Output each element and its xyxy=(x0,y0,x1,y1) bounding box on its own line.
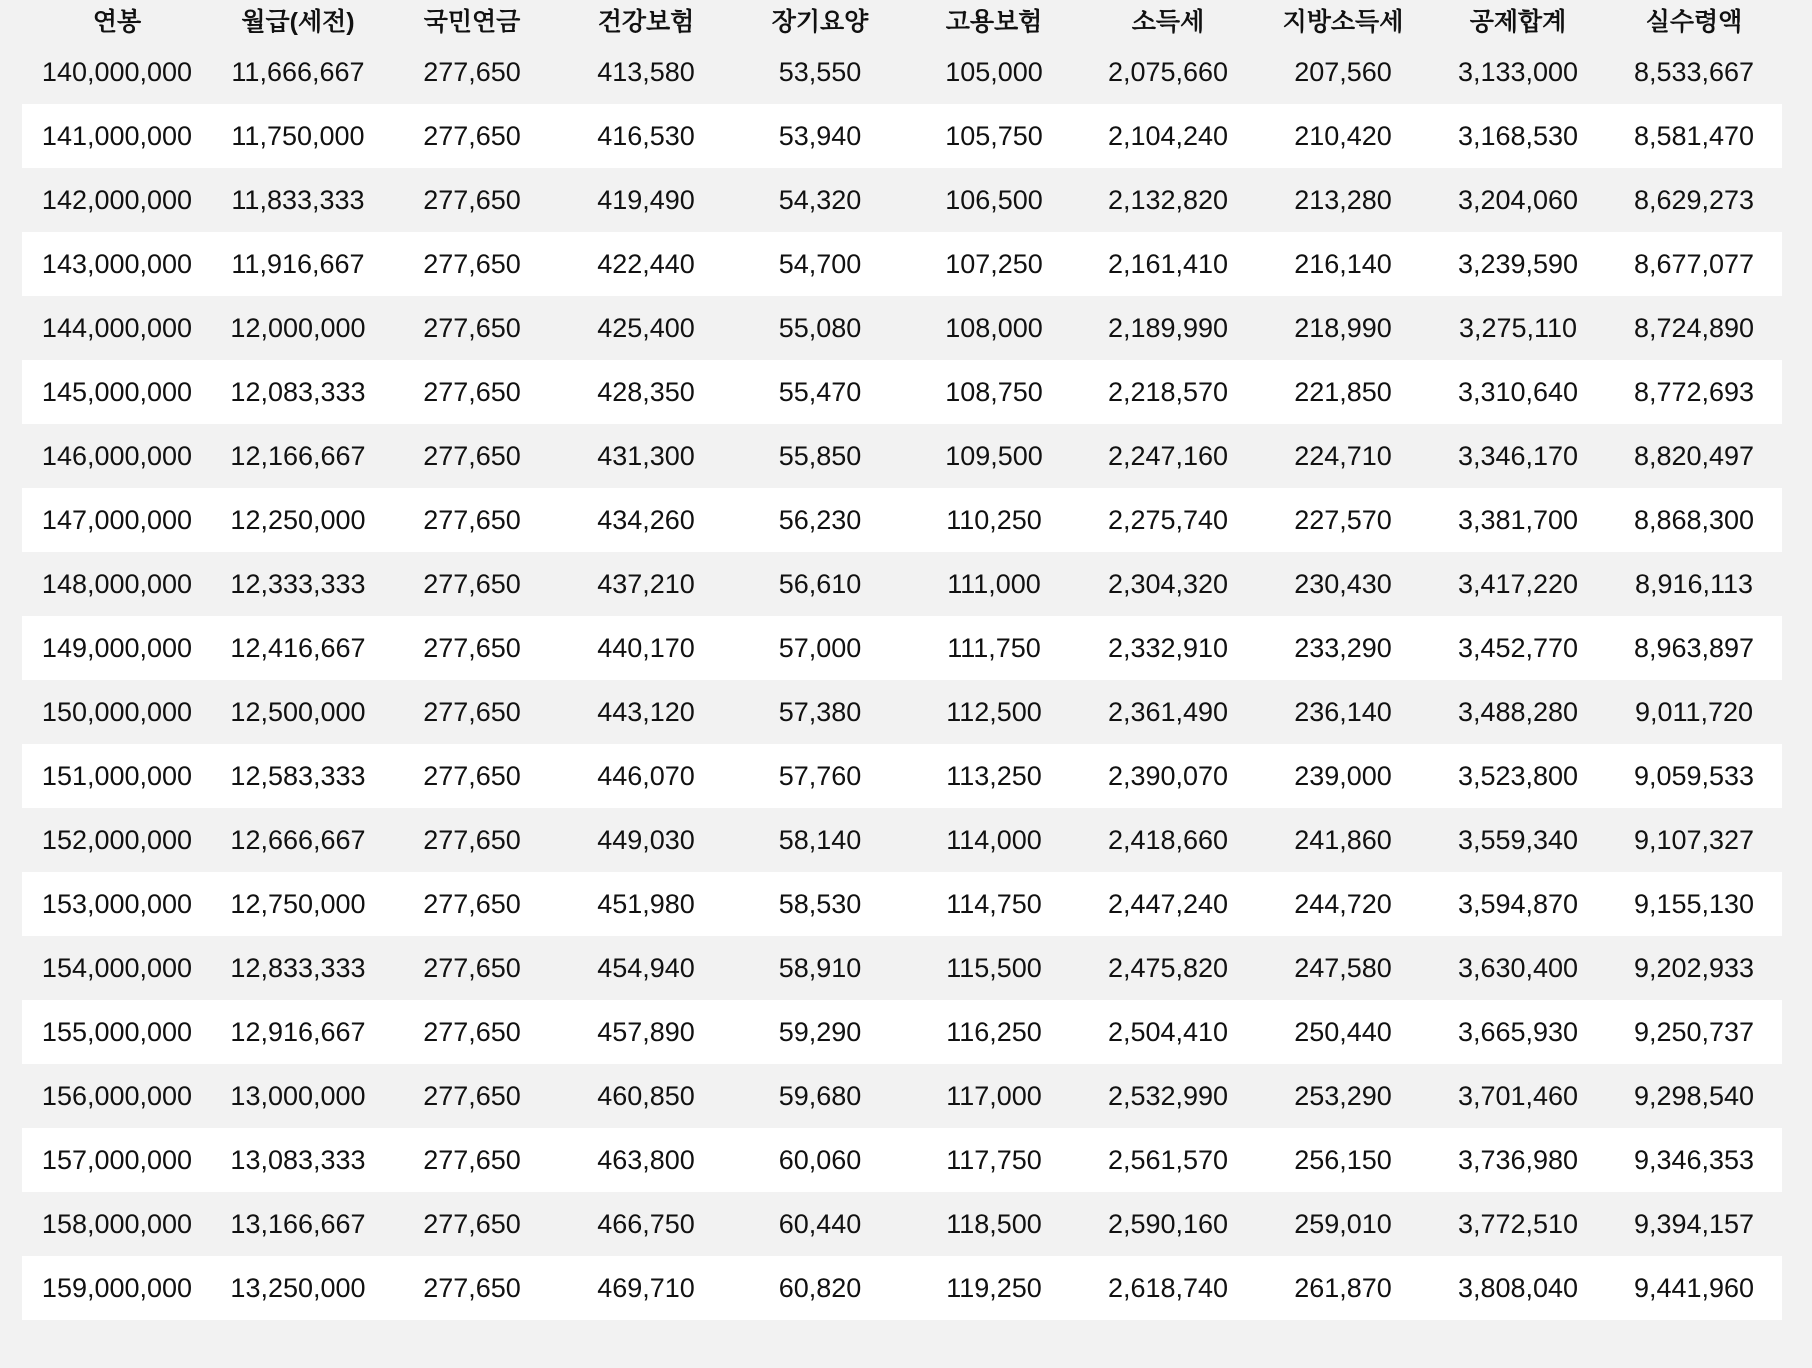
cell-national-pension: 277,650 xyxy=(423,1016,521,1047)
cell-annual-salary: 151,000,000 xyxy=(41,760,193,791)
cell-national-pension: 277,650 xyxy=(423,1272,521,1303)
cell-net-pay: 9,059,533 xyxy=(1633,760,1755,791)
cell-national-pension: 277,650 xyxy=(423,248,521,279)
table-header xyxy=(22,0,1782,40)
cell-annual-salary: 143,000,000 xyxy=(41,248,193,279)
cell-total-deduction: 3,772,510 xyxy=(1457,1208,1579,1239)
cell-long-term-care: 56,610 xyxy=(778,568,862,599)
cell-income-tax: 2,361,490 xyxy=(1107,696,1229,727)
cell-net-pay: 8,820,497 xyxy=(1633,440,1755,471)
cell-annual-salary: 146,000,000 xyxy=(41,440,193,471)
cell-monthly-pretax: 12,500,000 xyxy=(230,696,366,727)
cell-long-term-care: 57,000 xyxy=(778,632,862,663)
cell-income-tax: 2,561,570 xyxy=(1107,1144,1229,1175)
cell-net-pay: 9,011,720 xyxy=(1634,696,1754,727)
cell-total-deduction: 3,630,400 xyxy=(1457,952,1579,983)
cell-national-pension: 277,650 xyxy=(423,312,521,343)
cell-monthly-pretax: 12,583,333 xyxy=(230,760,366,791)
cell-long-term-care: 58,910 xyxy=(778,952,862,983)
cell-annual-salary: 140,000,000 xyxy=(41,56,193,87)
table-row xyxy=(22,40,1782,104)
cell-income-tax: 2,161,410 xyxy=(1107,248,1229,279)
cell-monthly-pretax: 12,750,000 xyxy=(230,888,366,919)
cell-long-term-care: 53,940 xyxy=(778,120,862,151)
cell-health-insurance: 434,260 xyxy=(597,504,695,535)
table-row xyxy=(22,616,1782,680)
cell-net-pay: 9,250,737 xyxy=(1633,1016,1755,1047)
cell-national-pension: 277,650 xyxy=(423,56,521,87)
cell-local-income-tax: 236,140 xyxy=(1294,696,1392,727)
cell-health-insurance: 454,940 xyxy=(597,952,695,983)
header-local-income-tax: 지방소득세 xyxy=(1282,8,1404,36)
cell-monthly-pretax: 12,250,000 xyxy=(230,504,366,535)
cell-net-pay: 9,155,130 xyxy=(1633,888,1755,919)
cell-national-pension: 277,650 xyxy=(423,184,521,215)
cell-total-deduction: 3,133,000 xyxy=(1457,56,1579,87)
cell-local-income-tax: 233,290 xyxy=(1294,632,1392,663)
cell-monthly-pretax: 13,166,667 xyxy=(230,1208,366,1239)
cell-monthly-pretax: 13,250,000 xyxy=(230,1272,366,1303)
header-net-pay: 실수령액 xyxy=(1645,8,1743,36)
cell-total-deduction: 3,168,530 xyxy=(1457,120,1579,151)
cell-net-pay: 9,441,960 xyxy=(1633,1272,1755,1303)
cell-annual-salary: 159,000,000 xyxy=(41,1272,193,1303)
cell-local-income-tax: 250,440 xyxy=(1294,1016,1392,1047)
cell-employment-insurance: 109,500 xyxy=(945,440,1043,471)
cell-annual-salary: 147,000,000 xyxy=(41,504,193,535)
cell-local-income-tax: 224,710 xyxy=(1294,440,1392,471)
header-annual-salary: 연봉 xyxy=(92,8,142,36)
cell-long-term-care: 54,320 xyxy=(778,184,862,215)
cell-employment-insurance: 105,000 xyxy=(945,56,1043,87)
cell-monthly-pretax: 13,083,333 xyxy=(230,1144,366,1175)
cell-long-term-care: 57,760 xyxy=(778,760,862,791)
cell-income-tax: 2,075,660 xyxy=(1107,56,1229,87)
cell-total-deduction: 3,417,220 xyxy=(1457,568,1579,599)
cell-national-pension: 277,650 xyxy=(423,568,521,599)
table-row xyxy=(22,1192,1782,1256)
cell-income-tax: 2,132,820 xyxy=(1107,184,1229,215)
cell-national-pension: 277,650 xyxy=(423,440,521,471)
cell-total-deduction: 3,701,460 xyxy=(1457,1080,1579,1111)
cell-employment-insurance: 108,000 xyxy=(945,312,1043,343)
cell-net-pay: 8,677,077 xyxy=(1633,248,1755,279)
cell-net-pay: 8,724,890 xyxy=(1633,312,1755,343)
cell-local-income-tax: 207,560 xyxy=(1294,56,1392,87)
cell-annual-salary: 149,000,000 xyxy=(41,632,193,663)
table-row xyxy=(22,936,1782,1000)
cell-income-tax: 2,532,990 xyxy=(1107,1080,1229,1111)
table-body xyxy=(22,40,1782,1320)
cell-long-term-care: 59,680 xyxy=(778,1080,862,1111)
cell-total-deduction: 3,736,980 xyxy=(1457,1144,1579,1175)
header-income-tax: 소득세 xyxy=(1131,8,1205,36)
cell-local-income-tax: 256,150 xyxy=(1294,1144,1392,1175)
table-row xyxy=(22,808,1782,872)
table-row xyxy=(22,1064,1782,1128)
cell-national-pension: 277,650 xyxy=(423,1208,521,1239)
cell-total-deduction: 3,523,800 xyxy=(1457,760,1579,791)
cell-net-pay: 8,533,667 xyxy=(1633,56,1755,87)
cell-income-tax: 2,390,070 xyxy=(1107,760,1229,791)
cell-health-insurance: 451,980 xyxy=(597,888,695,919)
cell-monthly-pretax: 12,916,667 xyxy=(230,1016,366,1047)
cell-annual-salary: 150,000,000 xyxy=(41,696,193,727)
cell-total-deduction: 3,594,870 xyxy=(1457,888,1579,919)
cell-health-insurance: 431,300 xyxy=(597,440,695,471)
cell-health-insurance: 457,890 xyxy=(597,1016,695,1047)
cell-national-pension: 277,650 xyxy=(423,632,521,663)
cell-local-income-tax: 244,720 xyxy=(1294,888,1392,919)
cell-health-insurance: 449,030 xyxy=(597,824,695,855)
cell-monthly-pretax: 11,916,667 xyxy=(231,248,365,279)
cell-income-tax: 2,418,660 xyxy=(1107,824,1229,855)
header-monthly-pretax: 월급(세전) xyxy=(241,8,355,36)
header-total-deduction: 공제합계 xyxy=(1469,8,1567,36)
cell-monthly-pretax: 12,333,333 xyxy=(230,568,366,599)
cell-net-pay: 9,394,157 xyxy=(1633,1208,1755,1239)
table-row xyxy=(22,744,1782,808)
cell-net-pay: 8,581,470 xyxy=(1633,120,1755,151)
header-employment-insurance: 고용보험 xyxy=(945,8,1043,36)
table-row xyxy=(22,360,1782,424)
cell-income-tax: 2,447,240 xyxy=(1107,888,1229,919)
cell-monthly-pretax: 12,083,333 xyxy=(230,376,366,407)
table-row xyxy=(22,1128,1782,1192)
cell-net-pay: 8,772,693 xyxy=(1633,376,1755,407)
cell-net-pay: 8,963,897 xyxy=(1633,632,1755,663)
table-row xyxy=(22,232,1782,296)
cell-income-tax: 2,189,990 xyxy=(1107,312,1229,343)
cell-net-pay: 8,629,273 xyxy=(1633,184,1755,215)
cell-net-pay: 9,107,327 xyxy=(1633,824,1755,855)
cell-employment-insurance: 106,500 xyxy=(945,184,1043,215)
cell-national-pension: 277,650 xyxy=(423,952,521,983)
cell-local-income-tax: 253,290 xyxy=(1294,1080,1392,1111)
cell-national-pension: 277,650 xyxy=(423,504,521,535)
cell-employment-insurance: 116,250 xyxy=(946,1016,1042,1047)
cell-health-insurance: 469,710 xyxy=(597,1272,695,1303)
cell-health-insurance: 443,120 xyxy=(597,696,695,727)
table-row xyxy=(22,1256,1782,1320)
cell-long-term-care: 60,440 xyxy=(778,1208,862,1239)
cell-income-tax: 2,618,740 xyxy=(1107,1272,1229,1303)
cell-total-deduction: 3,239,590 xyxy=(1457,248,1579,279)
cell-employment-insurance: 117,750 xyxy=(946,1144,1042,1175)
cell-national-pension: 277,650 xyxy=(423,376,521,407)
cell-monthly-pretax: 11,833,333 xyxy=(231,184,365,215)
cell-local-income-tax: 230,430 xyxy=(1294,568,1392,599)
cell-employment-insurance: 118,500 xyxy=(946,1208,1042,1239)
cell-employment-insurance: 115,500 xyxy=(946,952,1042,983)
cell-total-deduction: 3,452,770 xyxy=(1457,632,1579,663)
cell-long-term-care: 54,700 xyxy=(778,248,862,279)
cell-local-income-tax: 213,280 xyxy=(1294,184,1392,215)
cell-long-term-care: 55,470 xyxy=(778,376,862,407)
cell-local-income-tax: 218,990 xyxy=(1294,312,1392,343)
cell-health-insurance: 425,400 xyxy=(597,312,695,343)
cell-monthly-pretax: 12,666,667 xyxy=(230,824,366,855)
cell-long-term-care: 55,080 xyxy=(778,312,862,343)
cell-annual-salary: 144,000,000 xyxy=(41,312,193,343)
cell-monthly-pretax: 13,000,000 xyxy=(230,1080,366,1111)
table-row xyxy=(22,488,1782,552)
cell-employment-insurance: 112,500 xyxy=(946,696,1042,727)
cell-annual-salary: 157,000,000 xyxy=(41,1144,193,1175)
cell-annual-salary: 152,000,000 xyxy=(41,824,193,855)
cell-monthly-pretax: 12,000,000 xyxy=(230,312,366,343)
cell-local-income-tax: 227,570 xyxy=(1294,504,1392,535)
cell-national-pension: 277,650 xyxy=(423,760,521,791)
cell-health-insurance: 446,070 xyxy=(597,760,695,791)
table-row xyxy=(22,296,1782,360)
cell-employment-insurance: 105,750 xyxy=(945,120,1043,151)
cell-health-insurance: 428,350 xyxy=(597,376,695,407)
cell-annual-salary: 142,000,000 xyxy=(41,184,193,215)
cell-income-tax: 2,590,160 xyxy=(1107,1208,1229,1239)
cell-income-tax: 2,275,740 xyxy=(1107,504,1229,535)
cell-employment-insurance: 117,000 xyxy=(946,1080,1042,1111)
cell-annual-salary: 153,000,000 xyxy=(41,888,193,919)
cell-local-income-tax: 210,420 xyxy=(1294,120,1392,151)
cell-local-income-tax: 261,870 xyxy=(1294,1272,1392,1303)
header-health-insurance: 건강보험 xyxy=(597,8,695,36)
cell-local-income-tax: 241,860 xyxy=(1294,824,1392,855)
cell-health-insurance: 460,850 xyxy=(597,1080,695,1111)
cell-net-pay: 8,916,113 xyxy=(1634,568,1754,599)
cell-monthly-pretax: 12,833,333 xyxy=(230,952,366,983)
table-row xyxy=(22,1000,1782,1064)
cell-national-pension: 277,650 xyxy=(423,824,521,855)
cell-long-term-care: 53,550 xyxy=(778,56,862,87)
cell-net-pay: 9,202,933 xyxy=(1633,952,1755,983)
cell-health-insurance: 440,170 xyxy=(597,632,695,663)
cell-long-term-care: 60,820 xyxy=(778,1272,862,1303)
table-row xyxy=(22,104,1782,168)
cell-national-pension: 277,650 xyxy=(423,696,521,727)
cell-income-tax: 2,247,160 xyxy=(1107,440,1229,471)
cell-employment-insurance: 110,250 xyxy=(946,504,1042,535)
cell-monthly-pretax: 11,666,667 xyxy=(231,56,365,87)
cell-annual-salary: 154,000,000 xyxy=(41,952,193,983)
table-row xyxy=(22,552,1782,616)
salary-table xyxy=(22,0,1782,1320)
cell-health-insurance: 416,530 xyxy=(597,120,695,151)
cell-employment-insurance: 114,000 xyxy=(946,824,1042,855)
cell-income-tax: 2,304,320 xyxy=(1107,568,1229,599)
cell-income-tax: 2,475,820 xyxy=(1107,952,1229,983)
cell-annual-salary: 145,000,000 xyxy=(41,376,193,407)
table-row xyxy=(22,872,1782,936)
table-row xyxy=(22,424,1782,488)
cell-income-tax: 2,332,910 xyxy=(1107,632,1229,663)
cell-long-term-care: 60,060 xyxy=(778,1144,862,1175)
header-row xyxy=(22,0,1782,40)
cell-local-income-tax: 221,850 xyxy=(1294,376,1392,407)
cell-local-income-tax: 216,140 xyxy=(1294,248,1392,279)
table-row xyxy=(22,680,1782,744)
cell-long-term-care: 57,380 xyxy=(778,696,862,727)
cell-total-deduction: 3,204,060 xyxy=(1457,184,1579,215)
cell-employment-insurance: 119,250 xyxy=(946,1272,1042,1303)
cell-total-deduction: 3,346,170 xyxy=(1457,440,1579,471)
header-national-pension: 국민연금 xyxy=(423,8,521,36)
cell-national-pension: 277,650 xyxy=(423,1144,521,1175)
cell-national-pension: 277,650 xyxy=(423,120,521,151)
cell-annual-salary: 156,000,000 xyxy=(41,1080,193,1111)
cell-income-tax: 2,218,570 xyxy=(1107,376,1229,407)
cell-local-income-tax: 259,010 xyxy=(1294,1208,1392,1239)
cell-total-deduction: 3,381,700 xyxy=(1457,504,1579,535)
cell-annual-salary: 141,000,000 xyxy=(41,120,193,151)
cell-total-deduction: 3,275,110 xyxy=(1458,312,1578,343)
cell-net-pay: 9,346,353 xyxy=(1633,1144,1755,1175)
cell-total-deduction: 3,665,930 xyxy=(1457,1016,1579,1047)
cell-employment-insurance: 113,250 xyxy=(946,760,1042,791)
cell-income-tax: 2,104,240 xyxy=(1107,120,1229,151)
table-row xyxy=(22,168,1782,232)
cell-annual-salary: 155,000,000 xyxy=(41,1016,193,1047)
cell-long-term-care: 56,230 xyxy=(778,504,862,535)
cell-total-deduction: 3,808,040 xyxy=(1457,1272,1579,1303)
cell-national-pension: 277,650 xyxy=(423,1080,521,1111)
cell-total-deduction: 3,310,640 xyxy=(1457,376,1579,407)
cell-health-insurance: 466,750 xyxy=(597,1208,695,1239)
cell-long-term-care: 59,290 xyxy=(778,1016,862,1047)
cell-annual-salary: 158,000,000 xyxy=(41,1208,193,1239)
cell-long-term-care: 55,850 xyxy=(778,440,862,471)
cell-long-term-care: 58,140 xyxy=(778,824,862,855)
cell-total-deduction: 3,559,340 xyxy=(1457,824,1579,855)
cell-health-insurance: 413,580 xyxy=(597,56,695,87)
cell-national-pension: 277,650 xyxy=(423,888,521,919)
cell-local-income-tax: 247,580 xyxy=(1294,952,1392,983)
header-long-term-care: 장기요양 xyxy=(771,8,869,36)
cell-annual-salary: 148,000,000 xyxy=(41,568,193,599)
cell-total-deduction: 3,488,280 xyxy=(1457,696,1579,727)
cell-net-pay: 8,868,300 xyxy=(1633,504,1755,535)
cell-employment-insurance: 111,000 xyxy=(947,568,1041,599)
cell-local-income-tax: 239,000 xyxy=(1294,760,1392,791)
cell-employment-insurance: 114,750 xyxy=(946,888,1042,919)
cell-health-insurance: 437,210 xyxy=(597,568,695,599)
cell-monthly-pretax: 12,416,667 xyxy=(230,632,366,663)
cell-income-tax: 2,504,410 xyxy=(1107,1016,1229,1047)
cell-employment-insurance: 111,750 xyxy=(947,632,1041,663)
cell-employment-insurance: 107,250 xyxy=(945,248,1043,279)
cell-health-insurance: 422,440 xyxy=(597,248,695,279)
cell-monthly-pretax: 11,750,000 xyxy=(231,120,365,151)
cell-health-insurance: 463,800 xyxy=(597,1144,695,1175)
cell-monthly-pretax: 12,166,667 xyxy=(230,440,366,471)
cell-health-insurance: 419,490 xyxy=(597,184,695,215)
salary-table-container xyxy=(22,0,1782,1320)
cell-long-term-care: 58,530 xyxy=(778,888,862,919)
cell-employment-insurance: 108,750 xyxy=(945,376,1043,407)
cell-net-pay: 9,298,540 xyxy=(1633,1080,1755,1111)
